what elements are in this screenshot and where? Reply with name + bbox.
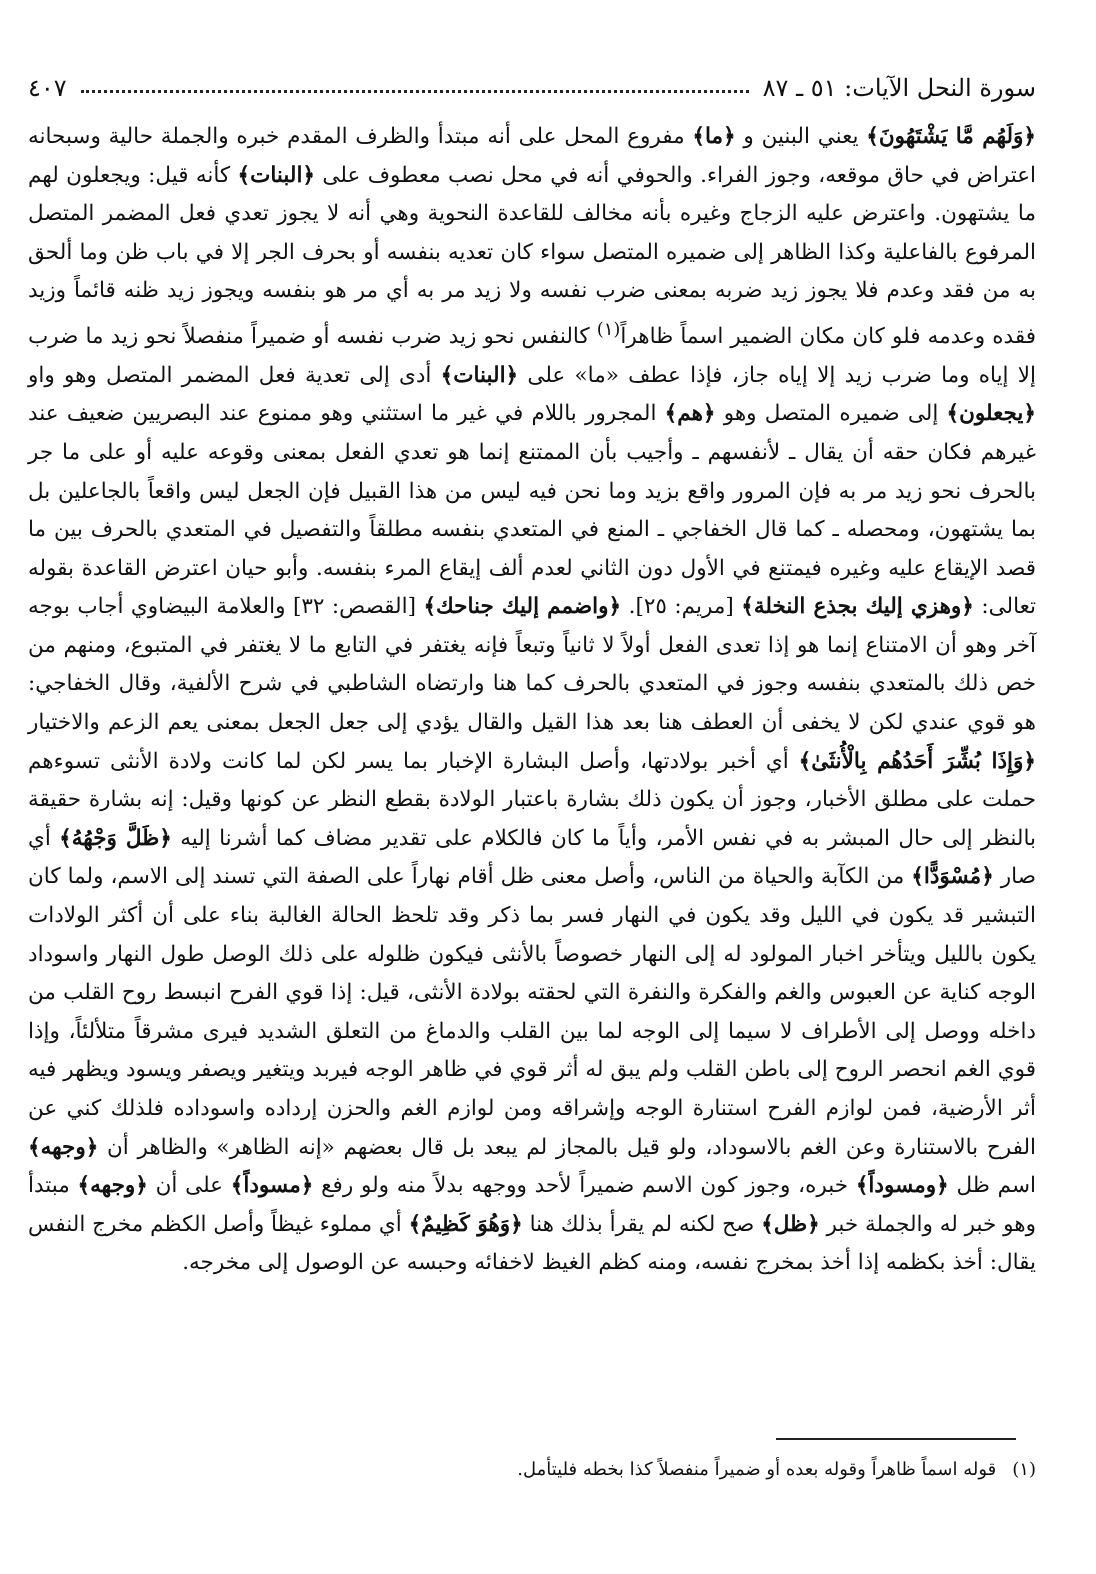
quran-quote: ﴿البنات﴾ <box>440 362 519 388</box>
text-run: اسم ظل <box>948 1173 1036 1199</box>
surah-title: سورة النحل الآيات: ٥١ ـ ٨٧ <box>762 74 1036 102</box>
quran-quote: ﴿ظَلَّ وَجْهُهُ﴾ <box>59 825 172 851</box>
footnote-separator <box>776 1438 1016 1440</box>
footnote <box>60 1456 1036 1484</box>
text-run: مبتدأ وهو خبر له والجملة خبر <box>28 1173 1036 1237</box>
commentary-text <box>28 118 1036 1283</box>
text-run: [القصص: ٣٢] والعلامة البيضاوي أجاب بوجه آخر وهو أن الامتناع إنما هو إذا تعدى الفعل أولاً لا ثانياً وتبعاً فإنه يغتفر في التابع ما لا يغتفر في المتبوع، ومنهم من خص ذلك بالمتعدي بنفسه وجوز في المتعدي بالحرف كما هنا وارتضاه الشاطبي في شرح الألفية، وقال الخفاجي: هو قوي عندي لكن لا يخفى أن العطف هنا بعد هذا القيل والقال يؤدي إلى جعل الجعل بمعنى يعم الزعم والاختيار <box>28 594 1036 736</box>
text-run: كأنه قيل: ويجعلون لهم ما يشتهون. واعترض عليه الزجاج وغيره بأنه مخالف للقاعدة النحوية وهي أنه لا يجوز تعدي فعل المضمر المتصل المرفوع بالفاعلية وكذا الظاهر إلى ضميره المتصل سواء كان تعديه بنفسه أو بحرف الجر إلا في باب ظن وما ألحق به من فقد وعدم فلا يجوز زيد ضربه بمعنى ضرب نفسه ولا زيد مر به أي مر هو بنفسه ويجوز زيد ظنه قائماً وزيد فقده وعدمه فلو كان مكان الضمير اسماً ظاهراً <box>28 162 1036 350</box>
footnote-reference: (١) <box>596 318 621 340</box>
quran-quote: ﴿ما﴾ <box>692 124 736 149</box>
quran-quote: ﴿مسوداً﴾ <box>230 1173 314 1199</box>
text-run: أي مملوء غيظاً وأصل الكظم مخرج النفس يقال: أخذ بكظمه إذا أخذ بمخرج نفسه، ومنه كظم الغيظ لاخفائه وحبسه عن الوصول إلى مخرجه. <box>28 1211 1036 1276</box>
text-run: إلى ضميره المتصل وهو <box>715 401 947 427</box>
text-run: [مريم: ٢٥]. <box>621 594 742 620</box>
header-dotted-leader <box>81 90 749 93</box>
quran-quote: ﴿ومسوداً﴾ <box>855 1173 949 1199</box>
quran-quote: ﴿مُسْوَدًّا﴾ <box>911 864 994 890</box>
quran-quote: ﴿وهزي إليك بجذع النخلة﴾ <box>741 594 974 620</box>
text-run: أي صار <box>28 825 1036 890</box>
text-run: أدى إلى تعدية فعل المضمر المتصل وهو واو <box>28 362 441 388</box>
quran-quote: ﴿وجهه﴾ <box>77 1173 148 1199</box>
footnote-text: قوله اسماً ظاهراً وقوله بعده أو ضميراً منفصلاً كذا بخطه فليتأمل. <box>517 1459 997 1480</box>
text-run: أي أخبر بولادتها، وأصل البشارة الإخبار بما يسر لكن لما كانت ولادة الأنثى تسوءهم حملت على مطلق الأخبار، وجوز أن يكون ذلك بشارة باعتبار الولادة بقطع النظر عن كونها وقيل: إنه بشارة حقيقة بالنظر إلى حال المبشر به في نفس الأمر، وأياً ما كان فالكلام على تقدير مضاف كما أشرنا إليه <box>28 748 1037 851</box>
text-run: من الكآبة والحياة من الناس، وأصل معنى ظل أقام نهاراً على الصفة التي تسند إلى الاسم، ولما كان التبشير قد يكون في الليل وقد يكون في النهار فسر بما ذكر وقد تلحظ الحالة الغالبة بناء على أن أكثر الولادات يكون بالليل ويتأخر اخبار المولود له إلى النهار خصوصاً بالأنثى فيكون ظلوله على ذلك الوصل طول النهار واسوداد الوجه كناية عن العبوس والغم والفكرة والنفرة التي لحقته بولادة الأنثى، قيل: إذا قوي الفرح انبسط روح القلب من داخله ووصل إلى الأطراف لا سيما إلى الوجه لما بين القلب والدماغ من التعلق الشديد فيرى مشرقاً متلألئاً، وإذا قوي الغم انحصر الروح إلى باطن القلب ولم يبق له أثر قوي في ظاهر الوجه فيربد ويتغير ويصفر ويسود ويظهر فيه أثر الأرضية، فمن لوازم الفرح استنارة الوجه وإشراقه ومن لوازم الغم والحزن إرداده واسوداده فلذلك كني عن الفرح بالاستنارة وعن الغم بالاسوداد، ولو قيل بالمجاز لم يبعد بل قال بعضهم «إنه الظاهر» والظاهر أن <box>28 864 1036 1160</box>
quran-quote: ﴿وَإِذَا بُشِّرَ أَحَدُهُم بِالْأُنثَىٰ﴾ <box>798 748 1037 774</box>
quran-quote: ﴿ظل﴾ <box>761 1211 820 1237</box>
footnote-marker: (١) <box>1012 1459 1036 1480</box>
quran-quote: ﴿هم﴾ <box>664 401 716 427</box>
text-run: خبره، وجوز كون الاسم ضميراً لأحد ووجهه بدلاً منه ولو رفع <box>313 1173 856 1199</box>
text-run: يعني البنين و <box>735 124 867 149</box>
running-header <box>28 58 1036 102</box>
quran-quote: ﴿وجهه﴾ <box>28 1134 99 1160</box>
text-run: صح لكنه لم يقرأ بذلك هنا <box>522 1211 762 1237</box>
text-run: المجرور باللام في غير ما استثني وهو ممنوع عند البصريين ضعيف عند غيرهم فكان حقه أن يقال ـ لأنفسهم ـ وأجيب بأن الممتنع إنما هو تعدي الفعل بمعنى وقوعه عليه أو على ما جر بالحرف نحو زيد مر به فإن المرور واقع بزيد وما نحن فيه ليس من هذا القبيل فإن الجعل ليس واقعاً بالجاعلين بل بما يشتهون، ومحصله ـ كما قال الخفاجي ـ المنع في المتعدي بنفسه مطلقاً والتفصيل في المتعدي بالحرف بين ما قصد الإيقاع عليه وغيره فيمتنع في الأول دون الثاني لعدم ألف إيقاع المرء بنفسه. وأبو حيان اعترض القاعدة بقوله تعالى: <box>28 401 1036 620</box>
quran-quote: ﴿وَهُوَ كَظِيمٌ﴾ <box>408 1211 523 1237</box>
text-run: مفروع المحل على أنه مبتدأ والظرف المقدم خبره والجملة حالية وسبحانه اعتراض في حاق موقعه، وجوز الفراء. والحوفي أنه في محل نصب معطوف على <box>28 124 1036 188</box>
page-number: ٤٠٧ <box>28 74 67 102</box>
quran-quote: ﴿يجعلون﴾ <box>946 401 1036 427</box>
quran-quote: ﴿وَلَهُم مَّا يَشْتَهُونَ﴾ <box>866 124 1036 149</box>
quran-quote: ﴿واضمم إليك جناحك﴾ <box>423 594 622 620</box>
text-run: على أن <box>147 1173 231 1199</box>
text-run: كالنفس نحو زيد ضرب نفسه أو ضميراً منفصلاً نحو زيد ما ضرب إلا إياه وما ضرب زيد إلا إياه جاز، فإذا عطف «ما» على <box>28 324 1037 388</box>
quran-quote: ﴿البنات﴾ <box>237 162 316 188</box>
